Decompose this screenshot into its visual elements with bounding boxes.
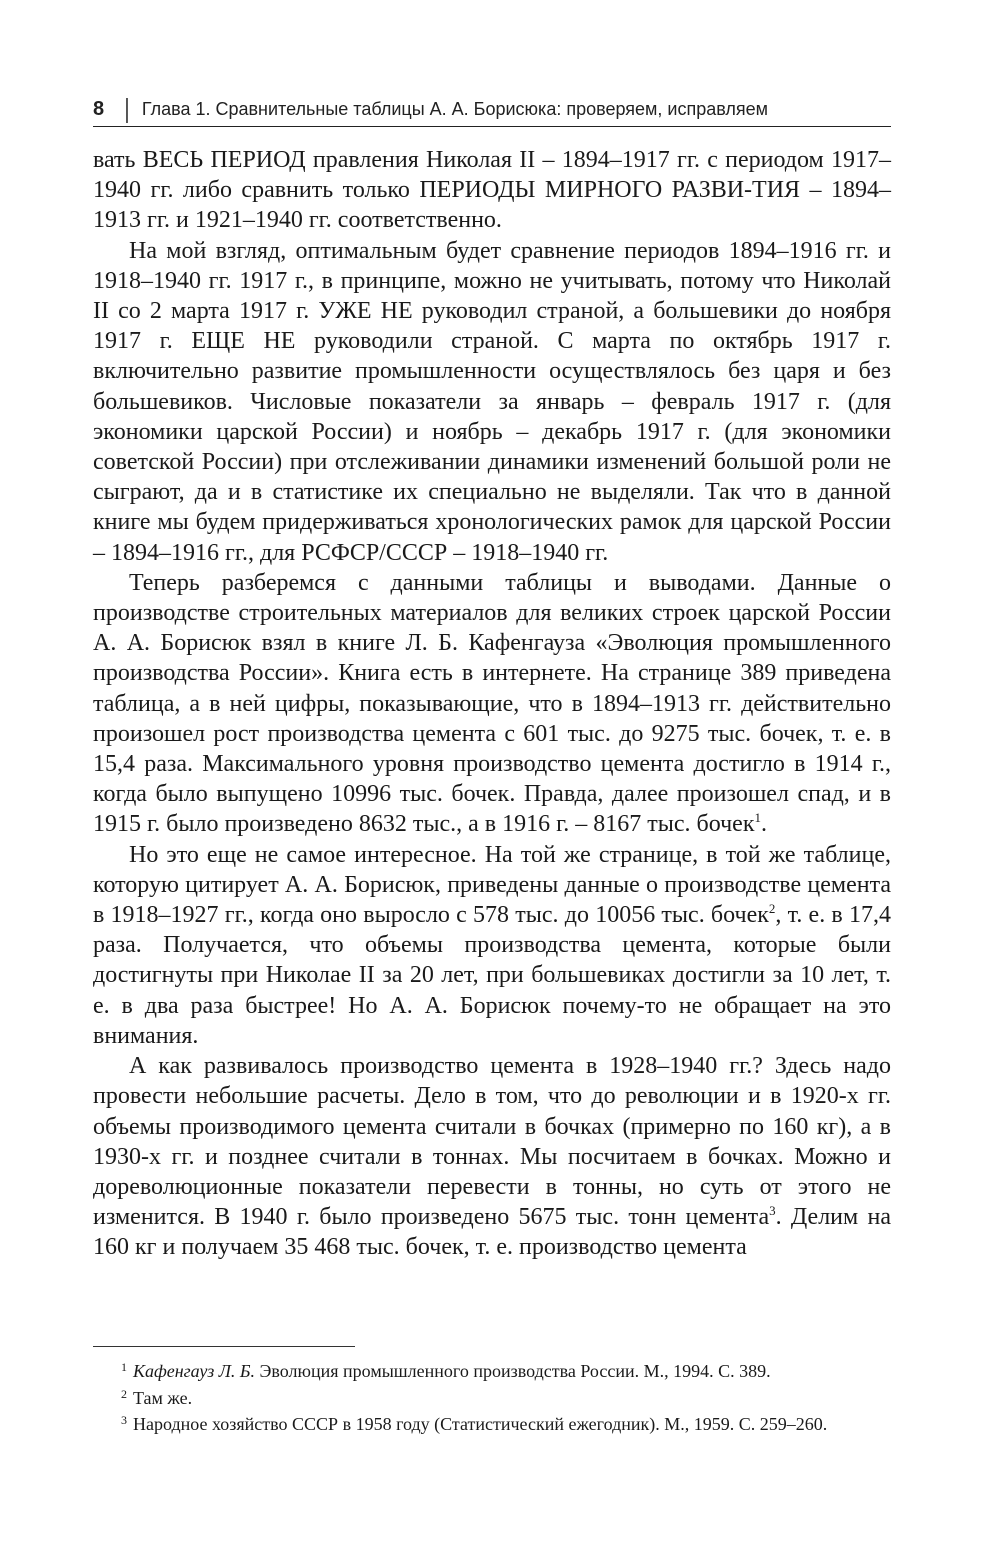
footnote-2-text: Там же. xyxy=(133,1387,193,1408)
footnote-2-number: 2 xyxy=(121,1386,127,1401)
footnote-3-text: Народное хозяйство СССР в 1958 году (Статистический ежегодник). М., 1959. С. 259–260. xyxy=(133,1414,828,1434)
header-separator: | xyxy=(124,93,130,124)
paragraph-5-text-b: . Делим на 160 кг и получаем 35 468 тыс. бочек, т. е. производство цемента xyxy=(93,1204,891,1261)
footnote-1-author: Кафенгауз Л. Б. xyxy=(133,1361,256,1381)
paragraph-5 xyxy=(93,1051,891,1262)
paragraph-1: вать ВЕСЬ ПЕРИОД правления Николая II – 1894–1917 гг. с периодом 1917–1940 гг. либо сравнить только ПЕРИОДЫ МИРНОГО РАЗВИ-ТИЯ – 1894–1913 гг. и 1921–1940 гг. соответственно. xyxy=(93,147,891,234)
chapter-title: Глава 1. Сравнительные таблицы А. А. Борисюка: проверяем, исправляем xyxy=(141,98,769,119)
footnote-ref-2[interactable]: 2 xyxy=(768,901,776,917)
paragraph-4-text-a: Но это еще не самое интересное. На той же странице, в той же таблице, которую цитирует А. А. Борисюк, приведены данные о производстве цемента в 1918–1927 гг., когда оно выросло с 578 тыс. до 10056 тыс. бочек xyxy=(93,841,891,929)
footnote-1-text: Эволюция промышленного производства России. М., 1994. С. 389. xyxy=(255,1361,771,1381)
footnote-ref-1[interactable]: 1 xyxy=(754,810,761,826)
page-number: 8 xyxy=(93,97,105,120)
paragraph-3-end: . xyxy=(760,811,767,838)
footnote-divider xyxy=(93,1346,355,1347)
footnote-1 xyxy=(93,1358,891,1385)
paragraph-4 xyxy=(93,840,891,1051)
running-header xyxy=(93,92,891,127)
footnote-1-number: 1 xyxy=(121,1360,127,1374)
paragraph-4-text-b: , т. е. в 17,4 раза. Получается, что объемы производства цемента, которые были достигнуты при Николае II за 20 лет, при большевиках достигли за 10 лет, т. е. в два раза быстрее! Но А. А. Борисюк почему-то не обращает на это внимания. xyxy=(93,902,891,1049)
footnote-3-number: 3 xyxy=(121,1413,127,1427)
paragraph-5-text-a: А как развивалось производство цемента в 1928–1940 гг.? Здесь надо провести небольшие расчеты. Дело в том, что до революции и в 1920-х гг. объемы производимого цемента считали в бочках (примерно по 160 кг), а в 1930-х гг. и позднее считали в тоннах. Мы посчитаем в бочках. Можно и дореволюционные показатели перевести в тонны, но суть от этого не изменится. В 1940 г. было произведено 5675 тыс. тонн цемента xyxy=(93,1053,891,1231)
footnotes xyxy=(93,1358,891,1438)
paragraph-3-text: Теперь разберемся с данными таблицы и выводами. Данные о производстве строительных материалов для великих строек царской России А. А. Борисюк взял в книге Л. Б. Кафенгауза «Эволюция промышленного производства России». Книга есть в интернете. На странице 389 приведена таблица, а в ней цифры, показывающие, что в 1894–1913 гг. действительно произошел рост производства цемента с 601 тыс. до 9275 тыс. бочек, т. е. в 15,4 раза. Максимального уровня производство цемента достигло в 1914 г., когда было выпущено 10996 тыс. бочек. Правда, далее произошел спад, и в 1915 г. было произведено 8632 тыс., а в 1916 г. – 8167 тыс. бочек xyxy=(93,569,891,838)
footnote-2 xyxy=(93,1385,891,1412)
footnote-ref-3[interactable]: 3 xyxy=(769,1203,776,1219)
footnote-3 xyxy=(93,1411,891,1438)
paragraph-3 xyxy=(93,568,891,840)
main-text xyxy=(93,145,891,1263)
paragraph-2: На мой взгляд, оптимальным будет сравнение периодов 1894–1916 гг. и 1918–1940 гг. 1917 г., в принципе, можно не учитывать, потому что Николай II со 2 марта 1917 г. УЖЕ НЕ руководил страной, а большевики до ноября 1917 г. ЕЩЕ НЕ руководили страной. С марта по октябрь 1917 г. включительно развитие промышленности осуществлялось без царя и без большевиков. Числовые показатели за январь – февраль 1917 г. (для экономики царской России) и ноябрь – декабрь 1917 г. (для экономики советской России) при отслеживании динамики изменений большой роли не сыграют, да и в статистике их специально не выделяли. Так что в данной книге мы будем придерживаться хронологических рамок для царской России – 1894–1916 гг., для РСФСР/СССР – 1918–1940 гг. xyxy=(93,237,891,566)
